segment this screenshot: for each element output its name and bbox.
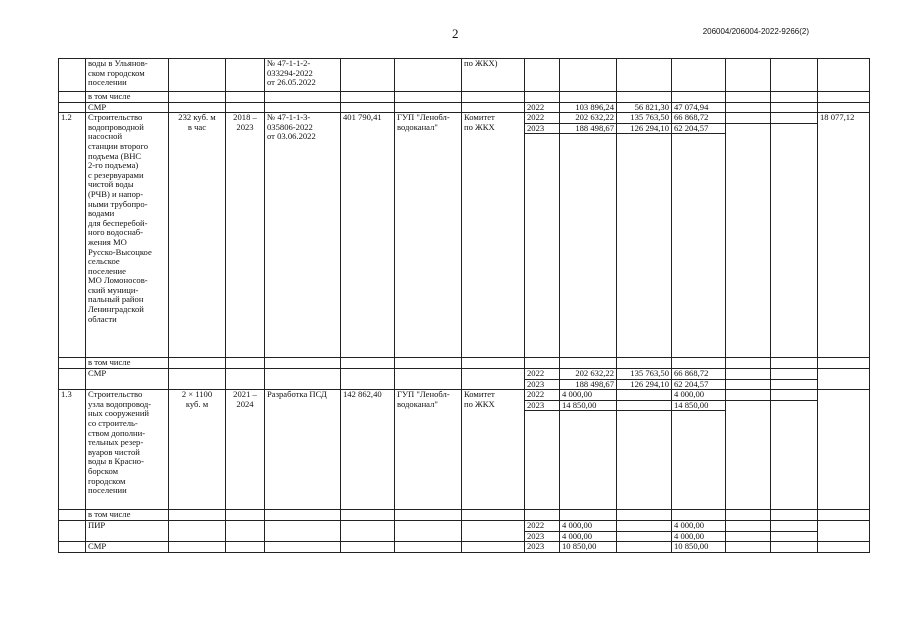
table-row [59, 358, 870, 369]
cell-b: 66 868,72 [672, 113, 726, 124]
cell-a [617, 531, 672, 542]
cell-num: 1.3 [59, 390, 86, 510]
cell-total: 188 498,67 [560, 123, 617, 134]
table-row [59, 59, 870, 92]
cell-b: 4 000,00 [672, 520, 726, 531]
cell-total: 202 632,22 [560, 368, 617, 379]
cell-year: 2023 [525, 379, 560, 390]
cell-b: 10 850,00 [672, 542, 726, 553]
cell-object-name: Строительство узла водопровод- ных сооружений со строитель- ством дополни- тельных резер- вуаров чистой воды в Красно- борском городском поселении [86, 390, 169, 510]
cell-b: 62 204,57 [672, 379, 726, 390]
cell-year: 2023 [525, 531, 560, 542]
cell-a: 126 294,10 [617, 379, 672, 390]
cell-a: 135 763,50 [617, 368, 672, 379]
table-row [59, 102, 870, 113]
cell-customer: по ЖКХ) [462, 59, 525, 92]
cell-year: 2022 [525, 390, 560, 401]
cell-total: 188 498,67 [560, 379, 617, 390]
cell-a [617, 520, 672, 531]
cell-year: 2022 [525, 520, 560, 531]
table-row [59, 390, 870, 401]
cell-total: 4 000,00 [560, 531, 617, 542]
cell-object-name: Строительство водопроводной насосной станции второго подъема (ВНС 2-го подъема) с резервуарами чистой воды (РЧВ) и напор- ными трубопро- водами для бесперебой- ного водоснаб- жения МО Русско-Высоцкое сельское поселение МО Ломоносов- ский муници- пальный район Ленинградской области [86, 113, 169, 358]
cell-customer: Комитет по ЖКХ [462, 113, 525, 358]
cell-executor: ГУП "Ленобл- водоканал" [395, 113, 462, 358]
cell-total: 14 850,00 [560, 400, 617, 411]
cell-year: 2023 [525, 123, 560, 134]
cell-year: 2022 [525, 113, 560, 124]
cell-incl-label: в том числе [86, 358, 169, 369]
cell-year: 2022 [525, 368, 560, 379]
cell-total: 10 850,00 [560, 542, 617, 553]
table-row [59, 510, 870, 521]
page-number: 2 [452, 26, 459, 41]
cell-year: 2023 [525, 542, 560, 553]
cell-cost: 401 790,41 [341, 113, 395, 358]
cell-permit: № 47-1-1-2- 033294-2022 от 26.05.2022 [265, 59, 341, 92]
table-row [59, 92, 870, 103]
cell-a: 126 294,10 [617, 123, 672, 134]
cell-period: 2021 – 2024 [226, 390, 265, 510]
cell-pir-label: ПИР [86, 520, 169, 541]
table-row [59, 113, 870, 124]
cell-total: 4 000,00 [560, 390, 617, 401]
table-row [59, 368, 870, 379]
table-row [59, 520, 870, 531]
cell-a: 135 763,50 [617, 113, 672, 124]
cell-object-name: воды в Ульянов- ском городском поселении [86, 59, 169, 92]
cell-year: 2022 [525, 102, 560, 113]
cell-capacity: 232 куб. м в час [169, 113, 226, 358]
cell-a [617, 542, 672, 553]
cell-customer: Комитет по ЖКХ [462, 390, 525, 510]
cell-a: 56 821,30 [617, 102, 672, 113]
cell-total: 202 632,22 [560, 113, 617, 124]
cell-b: 66 868,72 [672, 368, 726, 379]
cell-num: 1.2 [59, 113, 86, 358]
cell-incl-label: в том числе [86, 510, 169, 521]
cell-total: 103 896,24 [560, 102, 617, 113]
cell-a [617, 390, 672, 401]
cell-period: 2018 – 2023 [226, 113, 265, 358]
cell-smr-label: СМР [86, 368, 169, 389]
cell-incl-label: в том числе [86, 92, 169, 103]
cell-b: 62 204,57 [672, 123, 726, 134]
cell-smr-label: СМР [86, 102, 169, 113]
cell-b: 47 074,94 [672, 102, 726, 113]
cell-total-last: 18 077,12 [818, 113, 870, 358]
cell-b: 4 000,00 [672, 390, 726, 401]
investment-table [58, 58, 870, 553]
cell-cost: 142 862,40 [341, 390, 395, 510]
cell-num [59, 59, 86, 92]
cell-permit: № 47-1-1-3- 035806-2022 от 03.06.2022 [265, 113, 341, 358]
cell-b: 4 000,00 [672, 531, 726, 542]
program-table [58, 58, 870, 553]
table-row [59, 542, 870, 553]
document-id: 206004/206004-2022-9266(2) [702, 27, 809, 36]
cell-executor: ГУП "Ленобл- водоканал" [395, 390, 462, 510]
cell-permit: Разработка ПСД [265, 390, 341, 510]
cell-b: 14 850,00 [672, 400, 726, 411]
cell-total: 4 000,00 [560, 520, 617, 531]
cell-capacity: 2 × 1100 куб. м [169, 390, 226, 510]
cell-year: 2023 [525, 400, 560, 411]
cell-a [617, 400, 672, 411]
cell-smr-label: СМР [86, 542, 169, 553]
